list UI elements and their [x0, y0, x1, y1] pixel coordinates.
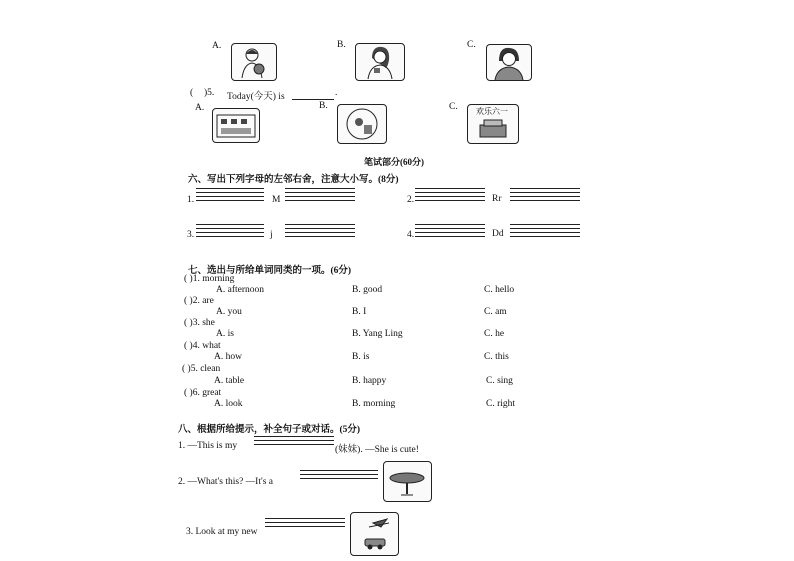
- boy-holding-ball-picture: [231, 43, 277, 81]
- s6-item1-left-lines[interactable]: [196, 188, 264, 204]
- option-c-label: C.: [467, 40, 476, 50]
- s8-q1-answer-lines[interactable]: [254, 436, 334, 448]
- s7-q1-stem: ( )1. morning: [184, 274, 235, 284]
- s6-item1-right-lines[interactable]: [285, 188, 355, 204]
- s6-item3-left-lines[interactable]: [196, 224, 264, 240]
- q5-paren: (: [190, 88, 194, 98]
- childrens-day-caption: 欢乐六一: [476, 107, 508, 116]
- s7-q1-option-b[interactable]: B. good: [352, 285, 383, 295]
- written-part-title: 笔试部分(60分): [364, 157, 424, 167]
- s6-item3-num: 3.: [187, 230, 195, 240]
- s6-item3-right-lines[interactable]: [285, 224, 355, 240]
- s7-q6-option-c[interactable]: C. right: [486, 399, 516, 409]
- s6-item4-letter: Dd: [492, 229, 504, 239]
- s7-q5-option-b[interactable]: B. happy: [352, 376, 387, 386]
- s8-q2-answer-lines[interactable]: [300, 470, 378, 482]
- s6-item4-left-lines[interactable]: [415, 224, 485, 240]
- s6-item2-num: 2.: [407, 195, 415, 205]
- s6-item2-right-lines[interactable]: [510, 188, 580, 204]
- s7-q2-option-c[interactable]: C. am: [484, 307, 507, 317]
- section7-title: 七、选出与所给单词同类的一项。(6分): [188, 266, 352, 276]
- q5-option-b-label: B.: [319, 101, 328, 111]
- q5-number: )5.: [204, 88, 215, 98]
- childrens-day-cake-picture: [467, 104, 519, 144]
- q5-option-a-label: A.: [195, 103, 205, 113]
- s7-q4-option-c[interactable]: C. this: [484, 352, 509, 362]
- s6-item3-letter: j: [270, 230, 273, 240]
- s6-item1-num: 1.: [187, 195, 195, 205]
- s7-q1-option-a[interactable]: A. afternoon: [216, 285, 265, 295]
- option-b-label: B.: [337, 40, 346, 50]
- s6-item4-num: 4.: [407, 230, 415, 240]
- s7-q3-option-b[interactable]: B. Yang Ling: [352, 329, 403, 339]
- building-scene-picture: [212, 108, 260, 143]
- toy-plane-and-car-picture: [350, 512, 399, 556]
- s7-q5-option-c[interactable]: C. sing: [486, 376, 513, 386]
- s7-q5-stem: ( )5. clean: [182, 364, 221, 374]
- s7-q2-option-a[interactable]: A. you: [216, 307, 242, 317]
- section8-title: 八、根据所给提示，补全句子或对话。(5分): [178, 425, 361, 435]
- option-a-label: A.: [212, 41, 222, 51]
- s8-q2-text: 2. —What's this? —It's a: [178, 477, 273, 487]
- q5-text: Today(今天) is: [227, 92, 285, 102]
- s6-item1-letter: M: [272, 195, 281, 205]
- s7-q6-stem: ( )6. great: [184, 388, 222, 398]
- s7-q1-option-c[interactable]: C. hello: [484, 285, 515, 295]
- s6-item2-left-lines[interactable]: [415, 188, 485, 204]
- s7-q2-option-b[interactable]: B. I: [352, 307, 367, 317]
- s8-q3-text: 3. Look at my new: [186, 527, 258, 537]
- q5-answer-blank[interactable]: [292, 88, 334, 100]
- s7-q4-stem: ( )4. what: [184, 341, 221, 351]
- s6-item4-right-lines[interactable]: [510, 224, 580, 240]
- s7-q3-option-c[interactable]: C. he: [484, 329, 505, 339]
- s8-q1-text: 1. —This is my: [178, 441, 238, 451]
- q5-option-c-label: C.: [449, 102, 458, 112]
- s8-q3-answer-lines[interactable]: [265, 518, 345, 530]
- s7-q5-option-a[interactable]: A. table: [214, 376, 245, 386]
- s7-q4-option-b[interactable]: B. is: [352, 352, 370, 362]
- s7-q2-stem: ( )2. are: [184, 296, 214, 306]
- s7-q3-stem: ( )3. she: [184, 318, 215, 328]
- s7-q4-option-a[interactable]: A. how: [214, 352, 242, 362]
- s7-q6-option-b[interactable]: B. morning: [352, 399, 396, 409]
- teacher-day-picture: [337, 104, 387, 144]
- girl-portrait-picture: [486, 44, 532, 81]
- woman-speaking-picture: [355, 43, 405, 81]
- s7-q3-option-a[interactable]: A. is: [216, 329, 234, 339]
- round-table-picture: [383, 461, 432, 502]
- s6-item2-letter: Rr: [492, 194, 502, 204]
- q5-period: .: [335, 88, 338, 98]
- s8-q1-hint: (妹妹). —She is cute!: [335, 445, 419, 455]
- s7-q6-option-a[interactable]: A. look: [214, 399, 243, 409]
- section6-title: 六、写出下列字母的左邻右舍，注意大小写。(8分): [188, 175, 399, 185]
